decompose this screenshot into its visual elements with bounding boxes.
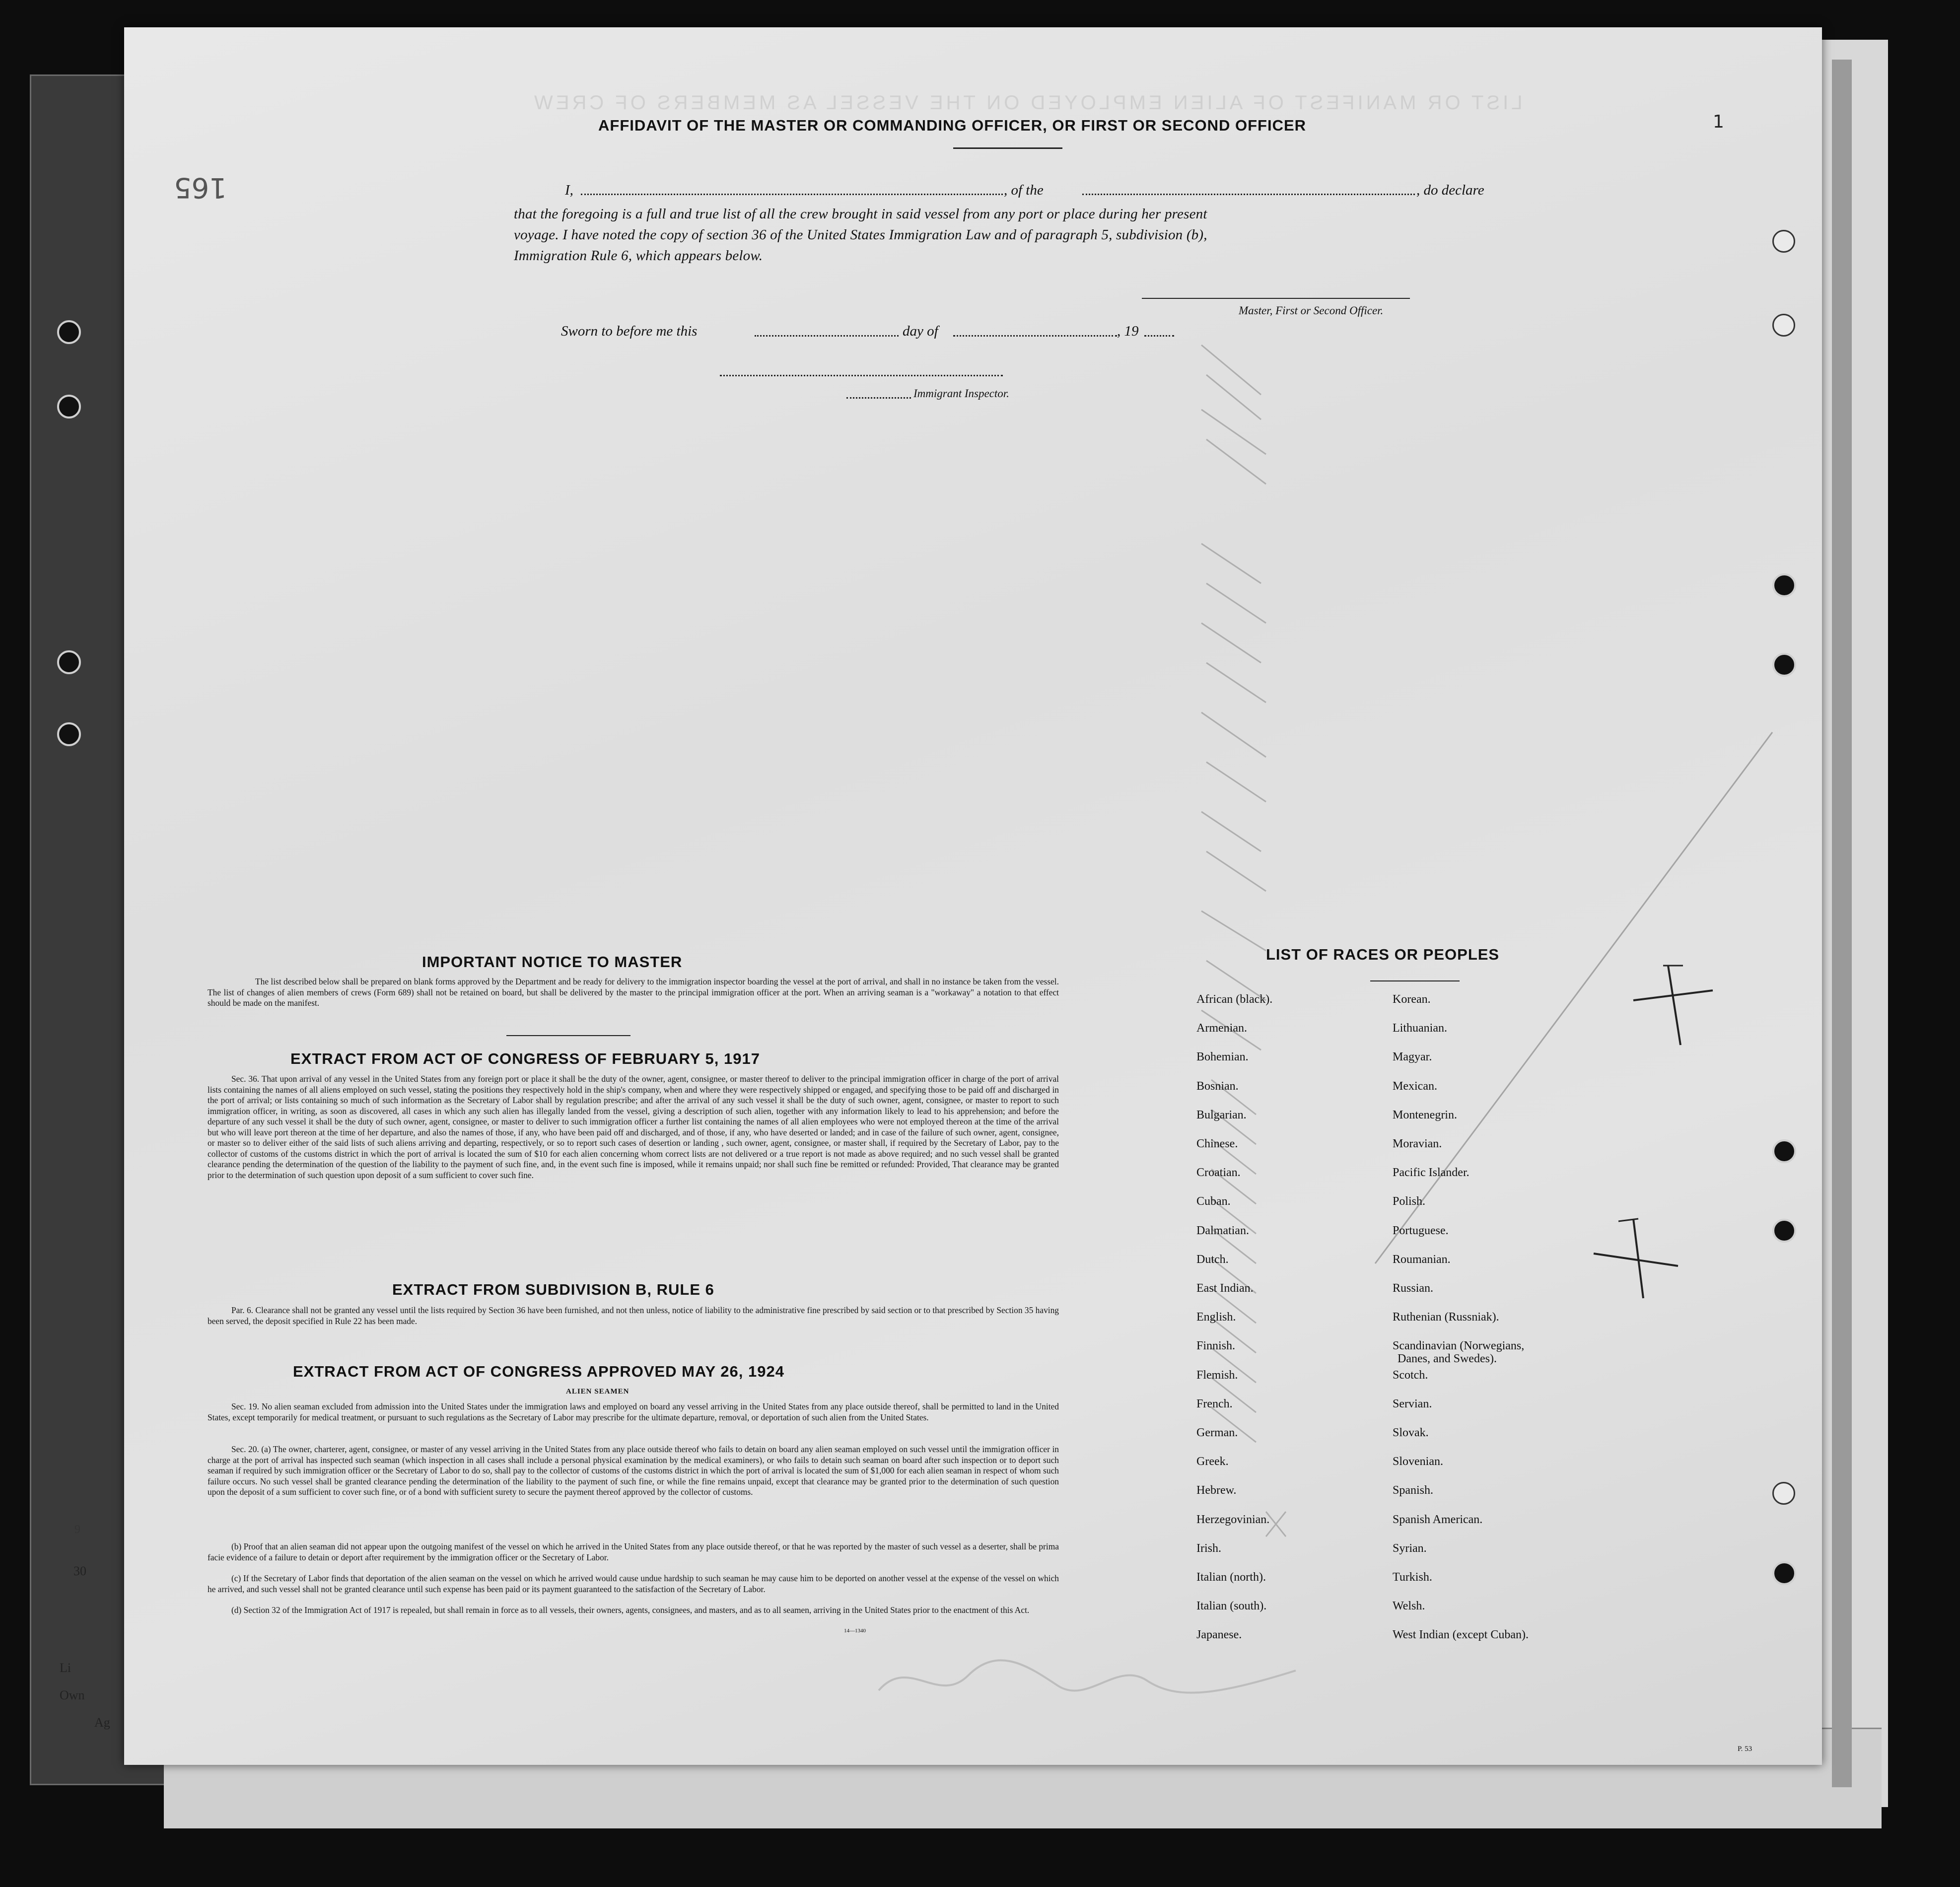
punch-hole	[1772, 1482, 1795, 1505]
faint-pencil-scribble	[869, 1646, 1316, 1710]
notice-title: IMPORTANT NOTICE TO MASTER	[422, 953, 683, 971]
margin-fragment-ag: Ag	[94, 1715, 110, 1730]
race-item: Italian (south).	[1196, 1600, 1267, 1613]
race-item: Moravian.	[1393, 1137, 1442, 1150]
vessel-name-field[interactable]	[1082, 194, 1415, 195]
race-item: Slovak.	[1393, 1426, 1429, 1439]
race-item: Croatian.	[1196, 1166, 1241, 1180]
race-item: Japanese.	[1196, 1628, 1242, 1642]
pencil-cross-mark	[1589, 1209, 1688, 1308]
race-item: German.	[1196, 1426, 1238, 1439]
year-label: , 19	[1117, 323, 1139, 339]
race-item: Spanish American.	[1393, 1513, 1483, 1526]
race-item: Magyar.	[1393, 1050, 1432, 1064]
day-of-label: day of	[903, 323, 938, 339]
race-item: East Indian.	[1196, 1282, 1254, 1295]
margin-fragment-own: Own	[60, 1688, 85, 1702]
master-name-field[interactable]	[581, 194, 1003, 195]
sworn-day-field[interactable]	[755, 335, 899, 337]
race-item: Scotch.	[1393, 1368, 1428, 1382]
extract-rule6-title: EXTRACT FROM SUBDIVISION B, RULE 6	[392, 1281, 714, 1298]
race-item: African (black).	[1196, 993, 1273, 1006]
extract-1924-sec19: Sec. 19. No alien seaman excluded from admission into the United States under the immigration laws and employed on board any vessel arriving in the United States from any place outside thereof, shall be permitted to land in the United States, except temporarily for medical treatment, or pursuant to such regulations as the Secretary of Labor may prescribe for the ultimate departure, removal, or deportation of such alien from the United States.	[208, 1401, 1059, 1422]
margin-number-9: 9	[74, 1523, 80, 1536]
binding-strip	[1832, 60, 1852, 1787]
race-item: Finnish.	[1196, 1339, 1236, 1353]
race-item: Armenian.	[1196, 1022, 1247, 1035]
race-item: Korean.	[1393, 993, 1431, 1006]
affidavit-line-2: that the foregoing is a full and true list of all the crew brought in said vessel from any port or place during her present	[514, 206, 1207, 222]
race-item: Hebrew.	[1196, 1484, 1237, 1497]
margin-fragment-li: Li	[60, 1661, 71, 1675]
sworn-month-field[interactable]	[953, 335, 1117, 337]
race-item: Scandinavian (Norwegians,	[1393, 1339, 1525, 1353]
extract-1917-title: EXTRACT FROM ACT OF CONGRESS OF FEBRUARY 5, 1917	[290, 1050, 760, 1067]
race-item: Roumanian.	[1393, 1253, 1451, 1266]
top-right-mark: 1	[1713, 112, 1724, 132]
race-item: Ruthenian (Russniak).	[1393, 1311, 1499, 1324]
page-code: P. 53	[1738, 1745, 1752, 1753]
master-signature-line[interactable]	[1142, 298, 1410, 299]
inspector-signature-field[interactable]	[720, 375, 1003, 376]
punch-hole	[1772, 230, 1795, 253]
punch-hole	[57, 650, 81, 674]
races-title: LIST OF RACES OR PEOPLES	[1266, 946, 1500, 963]
punch-hole	[1772, 653, 1796, 677]
form-number: 14—1340	[844, 1628, 866, 1634]
manifest-page	[124, 27, 1822, 1765]
race-item: Bohemian.	[1196, 1050, 1249, 1064]
race-item: Welsh.	[1393, 1600, 1425, 1613]
race-item: Lithuanian.	[1393, 1022, 1447, 1035]
races-title-underline	[1370, 980, 1460, 981]
race-item: Portuguese.	[1393, 1224, 1449, 1237]
race-item: Danes, and Swedes).	[1398, 1352, 1497, 1366]
race-item: West Indian (except Cuban).	[1393, 1628, 1529, 1642]
race-item: Flemish.	[1196, 1368, 1238, 1382]
punch-hole	[57, 722, 81, 746]
pencil-cross-mark	[1623, 961, 1723, 1060]
race-item: Polish.	[1393, 1195, 1426, 1208]
extract-1924-para-c: (c) If the Secretary of Labor finds that deportation of the alien seaman on the vessel on which he arrived would cause undue hardship to such seaman he may cause him to be deported on another vessel at the expense of the vessel on which he arrived, and such vessel shall not be granted clearance until such expense has been paid or its payment guaranteed to the satisfaction of the Secretary of Labor.	[208, 1573, 1059, 1594]
bleed-through-header: LIST OR MANIFEST OF ALIEN EMPLOYED ON THE VESSEL AS MEMBERS OF CREW	[531, 92, 1523, 114]
race-item: Dutch.	[1196, 1253, 1229, 1266]
extract-1924-subtitle: ALIEN SEAMEN	[566, 1388, 630, 1396]
affidavit-i-label: I,	[565, 182, 573, 198]
punch-hole	[1772, 1561, 1796, 1585]
race-item: Greek.	[1196, 1455, 1229, 1468]
punch-hole	[1772, 314, 1795, 337]
extract-1924-para-b: (b) Proof that an alien seaman did not appear upon the outgoing manifest of the vessel on which he arrived in the United States from any place outside thereof, or that he was reported by the master of such vessel as a deserter, shall be prima facie evidence of a failure to detain or deport after requirement by the immigration officer or the Secretary of Labor.	[208, 1541, 1059, 1562]
race-item: Bosnian.	[1196, 1079, 1239, 1093]
race-item: Turkish.	[1393, 1571, 1432, 1584]
race-item: Italian (north).	[1196, 1571, 1266, 1584]
race-item: Slovenian.	[1393, 1455, 1443, 1468]
race-item: Spanish.	[1393, 1484, 1434, 1497]
extract-1917-text: Sec. 36. That upon arrival of any vessel in the United States from any foreign port or place it shall be the duty of the owner, agent, consignee, or master thereof to deliver to the principal immigration officer in charge of the port of arrival lists containing the names of all aliens employed on such vessel, stating the positions they respectively hold in the ship's company, when and where they were respectively shipped or engaged, and specifying those to be paid off and discharged in the port of arrival; or lists containing so much of such information as the Secretary of Labor shall by regulation prescribe; and after the arrival of any such vessel it shall be the duty of such owner, agent, consignee, or master to report to such immigration officer, in writing, as soon as discovered, all cases in which any such alien has illegally landed from the vessel, giving a description of such alien, together with any information likely to lead to his apprehension; and before the departure of any such vessel it shall be the duty of such owner, agent, consignee, or master to deliver to such immigration officer a further list containing the names of all alien employees who were not employed thereon at the time of the arrival but who will leave port thereon at the time of her departure, and also the names of those, if any, who have been paid off and discharged, and of those, if any, who have deserted or landed; and in case of the failure of such owner, agent, consignee, or master so to deliver either of the said lists of such aliens arriving and departing, respectively, or so to report such cases of desertion or landing , such owner, agent, consignee, or master shall, if required by the Secretary of Labor, pay to the collector of customs of the customs district in which the port of arrival is located the sum of $10 for each alien concerning whom correct lists are not delivered or a true report is not made as above required; and no such vessel shall be granted clearance pending the determination of the question of the liability to the payment of such fine, and, in the event such fine is imposed, while it remains unpaid; nor shall such fine be remitted or refunded: Provided, That clearance may be granted prior to the determination of such question upon deposit of a sum sufficient to cover such fine.	[208, 1074, 1059, 1180]
race-item: Russian.	[1393, 1282, 1434, 1295]
race-item: Syrian.	[1393, 1541, 1427, 1555]
race-item: Dalmatian.	[1196, 1224, 1249, 1237]
race-item: Irish.	[1196, 1541, 1221, 1555]
sworn-year-field[interactable]	[1144, 335, 1174, 337]
race-item: Bulgarian.	[1196, 1108, 1247, 1121]
race-item: Pacific Islander.	[1393, 1166, 1470, 1180]
race-item: English.	[1196, 1311, 1236, 1324]
affidavit-line-4: Immigration Rule 6, which appears below.	[514, 248, 763, 264]
race-item: Cuban.	[1196, 1195, 1231, 1208]
extract-1924-sec20: Sec. 20. (a) The owner, charterer, agent, consignee, or master of any vessel arriving in the United States from any place outside thereof who fails to detain on board any alien seaman employed on such vessel until the immigration officer in charge at the port of arrival has inspected such seaman (which inspection in all cases shall include a personal physical examination by the medical examiners), or who fails to detain such seaman on board after such inspection or to deport such seaman if required by such immigration officer or the Secretary of Labor to do so, shall pay to the collector of customs of the customs district in which the port of arrival is located the sum of $1,000 for each alien seaman in respect of whom such failure occurs. No such vessel shall be granted clearance pending the determination of the liability to the payment of such fine, or while the fine remains unpaid, except that clearance may be granted prior to the determination of such question upon the deposit of a sum sufficient to cover such fine, or of a bond with sufficient surety to secure the payment thereof approved by the collector of customs.	[208, 1444, 1059, 1497]
punch-hole	[57, 320, 81, 344]
punch-hole	[1772, 573, 1796, 597]
punch-hole	[57, 395, 81, 419]
affidavit-title: AFFIDAVIT OF THE MASTER OR COMMANDING OFFICER, OR FIRST OR SECOND OFFICER	[598, 117, 1307, 134]
sworn-label: Sworn to before me this	[561, 323, 698, 339]
section-divider	[506, 1035, 630, 1036]
inspector-caption: Immigrant Inspector.	[913, 387, 1009, 400]
affidavit-of-the-label: , of the	[1004, 182, 1044, 198]
race-item: Herzegovinian.	[1196, 1513, 1270, 1526]
title-underline	[953, 147, 1062, 149]
affidavit-line-3: voyage. I have noted the copy of section 36 of the United States Immigration Law and of paragraph 5, subdivision (b),	[514, 227, 1207, 243]
handwritten-page-number: 165	[174, 171, 227, 204]
race-item: Servian.	[1393, 1397, 1432, 1410]
race-item: French.	[1196, 1397, 1233, 1410]
margin-number-30: 30	[73, 1564, 86, 1578]
extract-1924-title: EXTRACT FROM ACT OF CONGRESS APPROVED MAY 26, 1924	[293, 1363, 784, 1380]
race-item: Chinese.	[1196, 1137, 1238, 1150]
extract-1924-para-d: (d) Section 32 of the Immigration Act of 1917 is repealed, but shall remain in force as to all vessels, their owners, agents, consignees, and masters, and as to all seamen, arriving in the United States prior to the enactment of this Act.	[231, 1605, 1030, 1615]
race-item: Mexican.	[1393, 1079, 1437, 1093]
extract-rule6-text: Par. 6. Clearance shall not be granted any vessel until the lists required by Section 36 have been furnished, and not then unless, notice of liability to the administrative fine prescribed by said section or to that prescribed by Section 35 having been served, the deposit specified in Rule 22 has been made.	[208, 1305, 1059, 1326]
notice-text: The list described below shall be prepared on blank forms approved by the Department and be ready for delivery to the immigration inspector boarding the vessel at the port of arrival, and shall in no instance be taken from the vessel. The list of changes of alien members of crews (Form 689) shall not be retained on board, but shall be delivered by the master to the principal immigration officer at the port. When an arriving seaman is a "workaway" a notation to that effect should be made on the manifest.	[208, 977, 1059, 1008]
affidavit-declare-label: , do declare	[1416, 182, 1484, 198]
signature-caption: Master, First or Second Officer.	[1239, 304, 1384, 317]
race-item: Montenegrin.	[1393, 1108, 1457, 1121]
inspector-prefix-field[interactable]	[846, 397, 911, 399]
